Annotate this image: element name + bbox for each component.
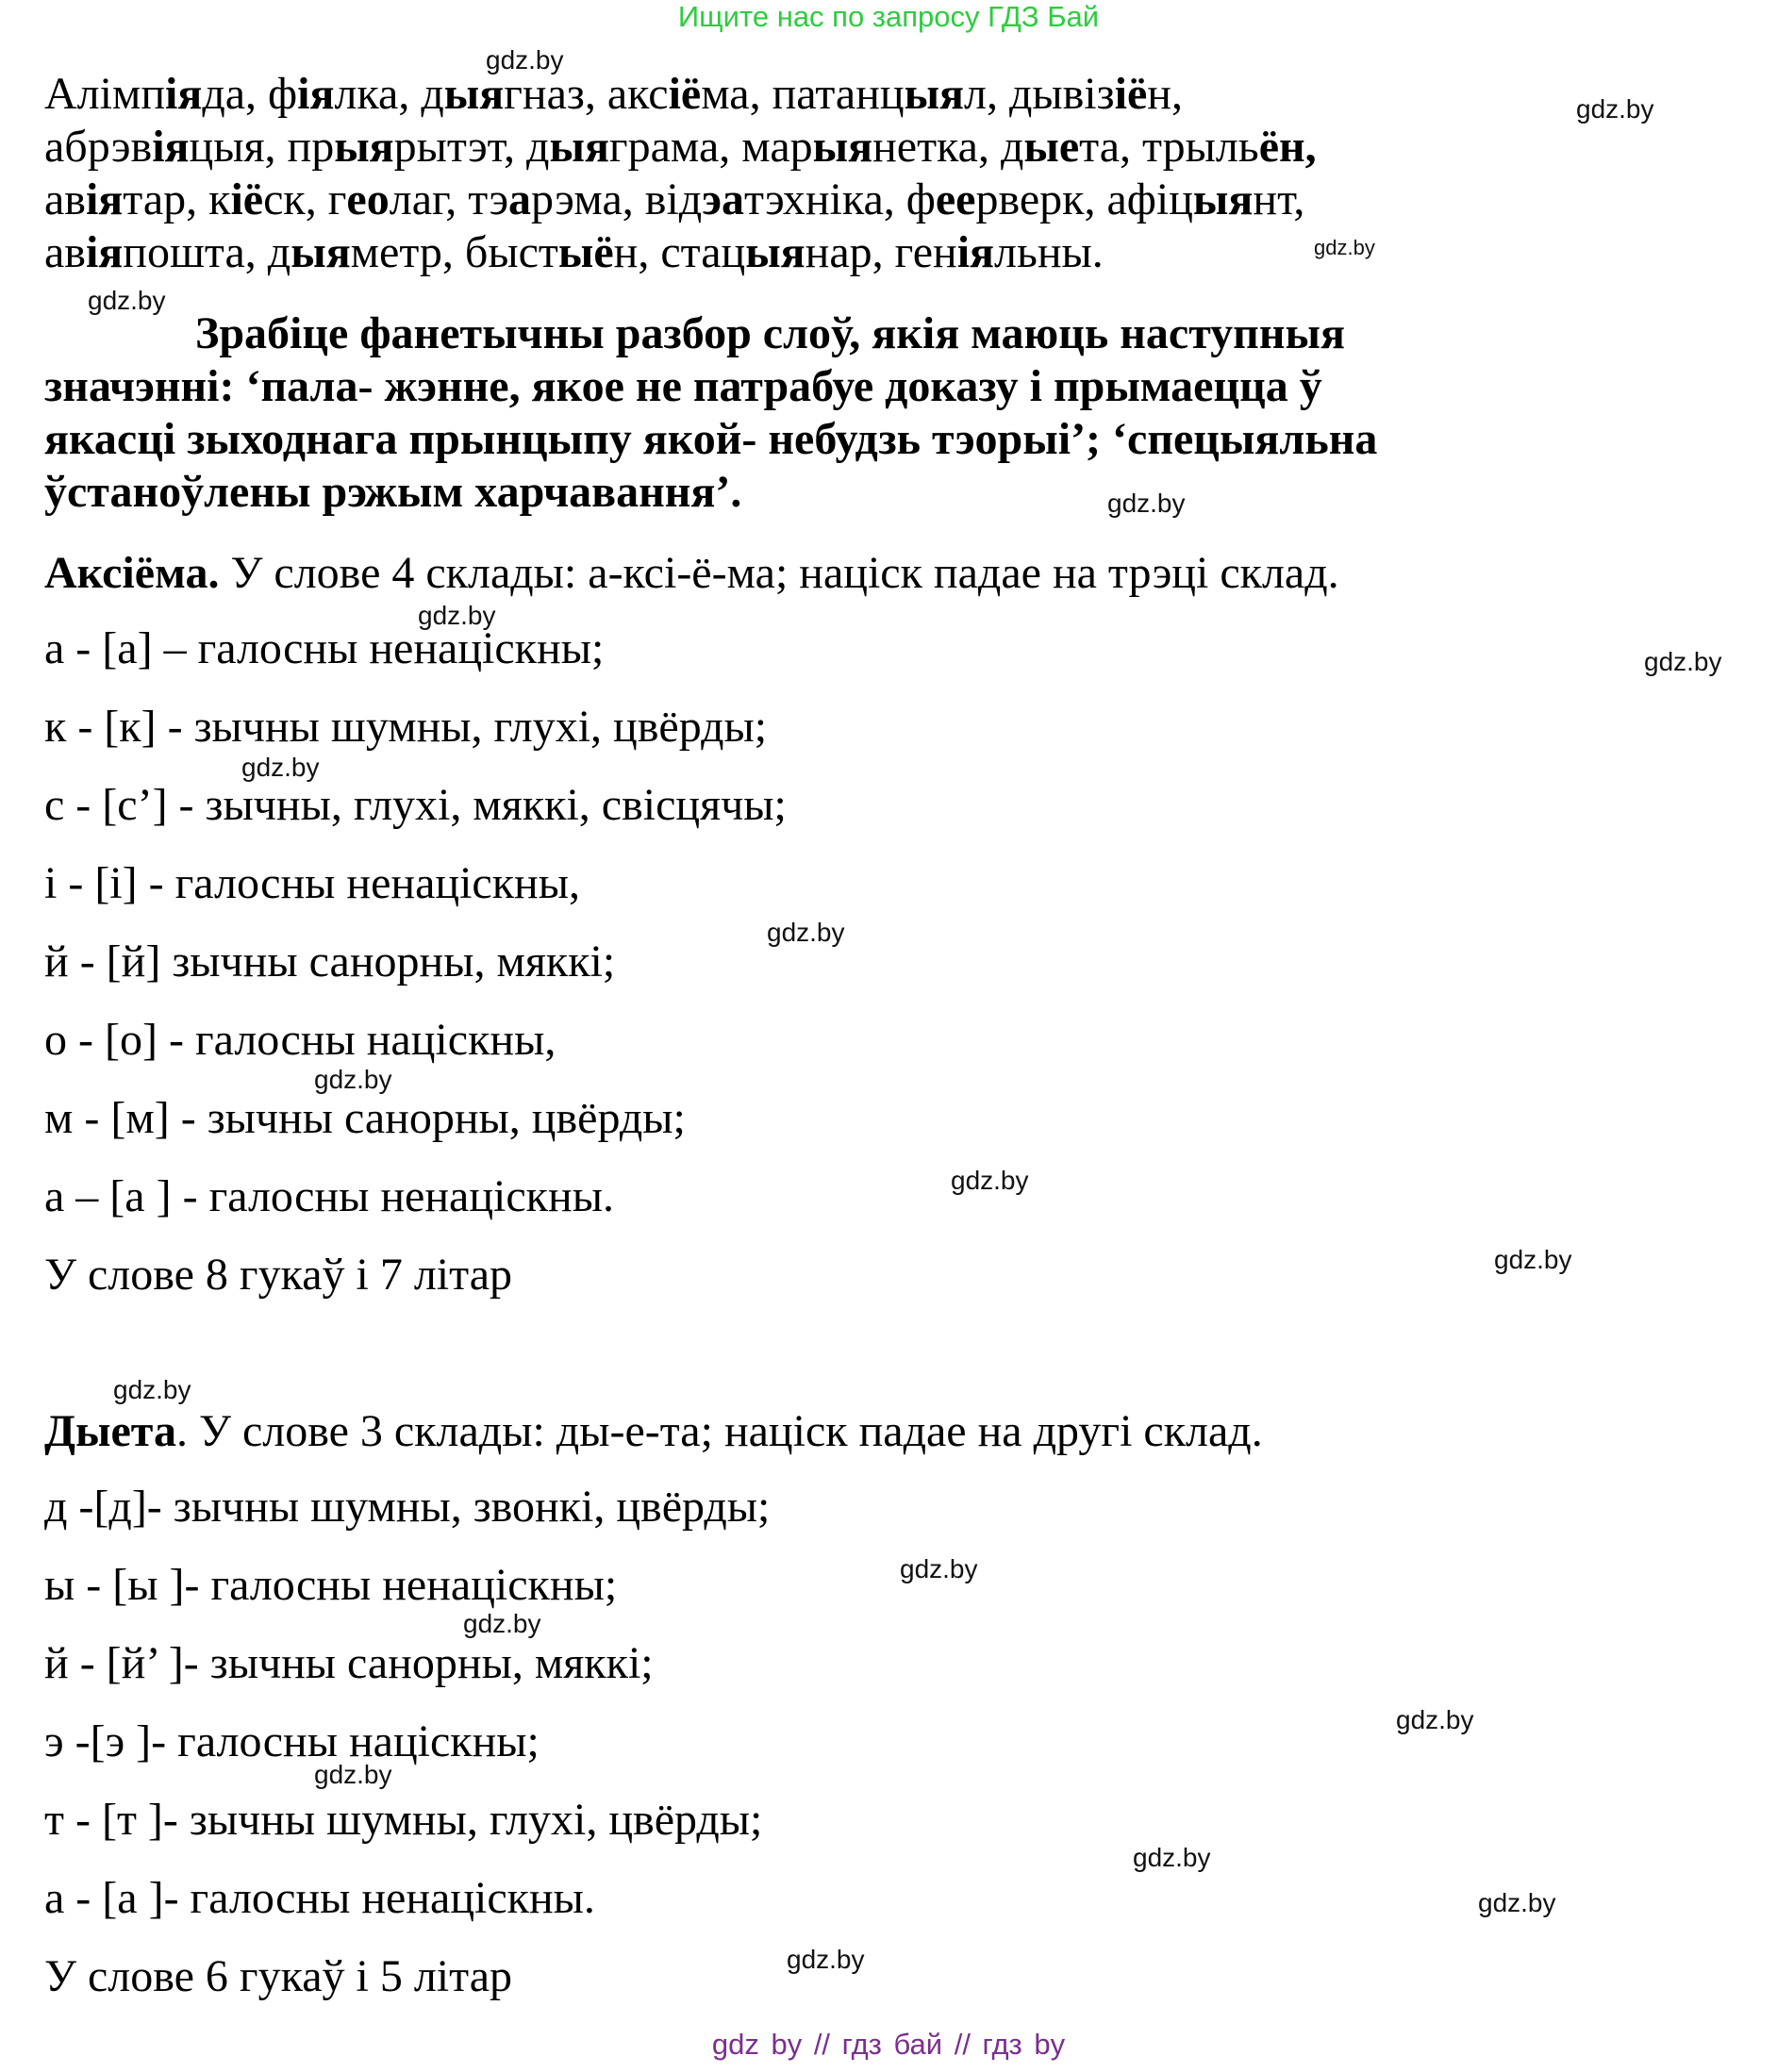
word-fragment: рэма, від bbox=[531, 174, 703, 224]
task-line-1: Зрабіце фанетычны разбор слоў, якія маюць наступныя bbox=[195, 308, 1345, 358]
word2-intro: . У слове 3 склады: ды-е-та; націск падае на другі склад. bbox=[175, 1406, 1263, 1456]
watermark: gdz.by bbox=[767, 918, 845, 947]
word-fragment: ав bbox=[44, 227, 86, 277]
watermark: gdz.by bbox=[1396, 1705, 1474, 1734]
word2-line: э -[э ]- галосны націскны; bbox=[44, 1716, 540, 1766]
stressed-letters: а bbox=[508, 174, 532, 224]
stressed-letters: ыя bbox=[745, 227, 805, 277]
watermark: gdz.by bbox=[418, 601, 496, 630]
stressed-letters: ыя bbox=[334, 122, 394, 172]
word1-line: а – [а ] - галосны ненаціскны. bbox=[44, 1171, 614, 1221]
word2-title: Дыета bbox=[44, 1406, 176, 1456]
words-line-2 bbox=[44, 121, 1317, 174]
stressed-letters: ія bbox=[165, 69, 203, 119]
word-fragment: грама, мар bbox=[608, 122, 813, 172]
footer-links[interactable]: gdz by // гдз бай // гдз by bbox=[711, 2028, 1066, 2061]
word1-summary: У слове 8 гукаў і 7 літар bbox=[44, 1250, 513, 1300]
word2-line: й - [й’ ]- зычны санорны, мяккі; bbox=[44, 1638, 654, 1688]
watermark: gdz.by bbox=[951, 1166, 1029, 1195]
word1-line: о - [о] - галосны націскны, bbox=[44, 1015, 556, 1065]
stressed-letters: ія bbox=[956, 227, 995, 277]
stressed-letters: ыя bbox=[904, 69, 965, 119]
word2-heading bbox=[44, 1405, 1263, 1458]
watermark: gdz.by bbox=[1644, 647, 1722, 676]
word2-line: ы - [ы ]- галосны ненаціскны; bbox=[44, 1560, 618, 1610]
watermark: gdz.by bbox=[486, 45, 564, 75]
words-line-1 bbox=[44, 68, 1183, 121]
word-fragment: н, стац bbox=[613, 227, 746, 277]
word-fragment: цыя, пр bbox=[189, 122, 335, 172]
watermark: gdz.by bbox=[314, 1760, 392, 1789]
word1-intro: У слове 4 склады: а-ксі-ё-ма; націск падае на трэці склад. bbox=[219, 548, 1339, 598]
stressed-letters: ыя bbox=[443, 69, 505, 119]
word-fragment: да, ф bbox=[202, 69, 298, 119]
word-fragment: ав bbox=[44, 174, 86, 224]
word-fragment: лаг, тэ bbox=[389, 174, 509, 224]
word-fragment: л, дывіз bbox=[964, 69, 1115, 119]
stressed-letters: ыё bbox=[557, 227, 614, 277]
header-link[interactable]: Ищите нас по запросу ГДЗ Бай bbox=[677, 0, 1100, 33]
words-line-3 bbox=[44, 174, 1304, 226]
word-fragment: тэхніка, ф bbox=[743, 174, 936, 224]
watermark: gdz.by bbox=[1133, 1843, 1211, 1872]
stressed-letters: ыя bbox=[549, 122, 609, 172]
word-fragment: тар, к bbox=[123, 174, 231, 224]
stressed-letters: ія bbox=[85, 227, 124, 277]
stressed-letters: ія bbox=[85, 174, 124, 224]
word-fragment: нт, bbox=[1253, 174, 1305, 224]
stressed-letters: ія bbox=[152, 122, 190, 172]
word-fragment: пошта, д bbox=[123, 227, 291, 277]
words-line-4 bbox=[44, 226, 1104, 279]
stressed-letters: ён, bbox=[1258, 122, 1317, 172]
word-fragment: лка, д bbox=[334, 69, 444, 119]
word-fragment: Алімп bbox=[44, 69, 166, 119]
word1-title: Аксіёма. bbox=[44, 548, 220, 598]
watermark: gdz.by bbox=[1494, 1245, 1572, 1274]
word1-heading bbox=[44, 547, 1339, 600]
task-line-3: якасці зыходнага прынцыпу якой- небудзь тэорыі’; ‘спецыяльна bbox=[44, 414, 1378, 464]
word-fragment: льны. bbox=[994, 227, 1104, 277]
word-fragment: абрэв bbox=[44, 122, 153, 172]
word-fragment: гназ, акс bbox=[504, 69, 669, 119]
word-fragment: н, bbox=[1147, 69, 1183, 119]
stressed-letters: ые bbox=[1023, 122, 1080, 172]
watermark: gdz.by bbox=[787, 1945, 865, 1974]
word-fragment: метр, быст bbox=[350, 227, 558, 277]
watermark: gdz.by bbox=[900, 1554, 978, 1583]
word1-line: а - [а] – галосны ненаціскны; bbox=[44, 623, 605, 673]
watermark: gdz.by bbox=[1107, 489, 1186, 518]
word-fragment: рверк, афіц bbox=[975, 174, 1193, 224]
word1-line: с - [с’] - зычны, глухі, мяккі, свісцячы; bbox=[44, 780, 787, 830]
stressed-letters: ыя bbox=[1192, 174, 1254, 224]
word-fragment: рытэт, д bbox=[393, 122, 550, 172]
stressed-letters: ія bbox=[297, 69, 335, 119]
stressed-letters: ее bbox=[935, 174, 976, 224]
watermark: gdz.by bbox=[1314, 236, 1375, 259]
word-fragment: нетка, д bbox=[872, 122, 1024, 172]
word-fragment: нар, ген bbox=[805, 227, 957, 277]
word1-line: м - [м] - зычны санорны, цвёрды; bbox=[44, 1093, 686, 1143]
task-line-4: ўстаноўлены рэжым харчавання’. bbox=[44, 467, 742, 517]
watermark: gdz.by bbox=[463, 1609, 541, 1638]
watermark: gdz.by bbox=[241, 753, 320, 782]
stressed-letters: іё bbox=[668, 69, 702, 119]
watermark: gdz.by bbox=[1478, 1888, 1556, 1917]
word-fragment: та, трыль bbox=[1079, 122, 1259, 172]
word1-line: і - [і] - галосны ненаціскны, bbox=[44, 858, 580, 908]
word2-line: а - [а ]- галосны ненаціскны. bbox=[44, 1873, 595, 1923]
stressed-letters: іё bbox=[1114, 69, 1148, 119]
stressed-letters: ыя bbox=[812, 122, 873, 172]
watermark: gdz.by bbox=[1576, 94, 1654, 124]
word2-line: т - [т ]- зычны шумны, глухі, цвёрды; bbox=[44, 1795, 763, 1845]
word-fragment: ма, патанц bbox=[701, 69, 905, 119]
stressed-letters: ыя bbox=[291, 227, 351, 277]
stressed-letters: ео bbox=[346, 174, 390, 224]
word-fragment: ск, г bbox=[263, 174, 347, 224]
stressed-letters: іё bbox=[230, 174, 264, 224]
stressed-letters: эа bbox=[702, 174, 744, 224]
word1-line: й - [й] зычны санорны, мяккі; bbox=[44, 937, 616, 986]
watermark: gdz.by bbox=[314, 1065, 392, 1094]
watermark: gdz.by bbox=[113, 1375, 191, 1404]
word1-line: к - [к] - зычны шумны, глухі, цвёрды; bbox=[44, 702, 768, 752]
word2-summary: У слове 6 гукаў і 5 літар bbox=[44, 1951, 513, 2001]
word2-line: д -[д]- зычны шумны, звонкі, цвёрды; bbox=[44, 1482, 771, 1532]
watermark: gdz.by bbox=[88, 286, 166, 315]
task-line-2: значэнні: ‘пала- жэнне, якое не патрабуе доказу і прымаецца ў bbox=[44, 361, 1322, 411]
